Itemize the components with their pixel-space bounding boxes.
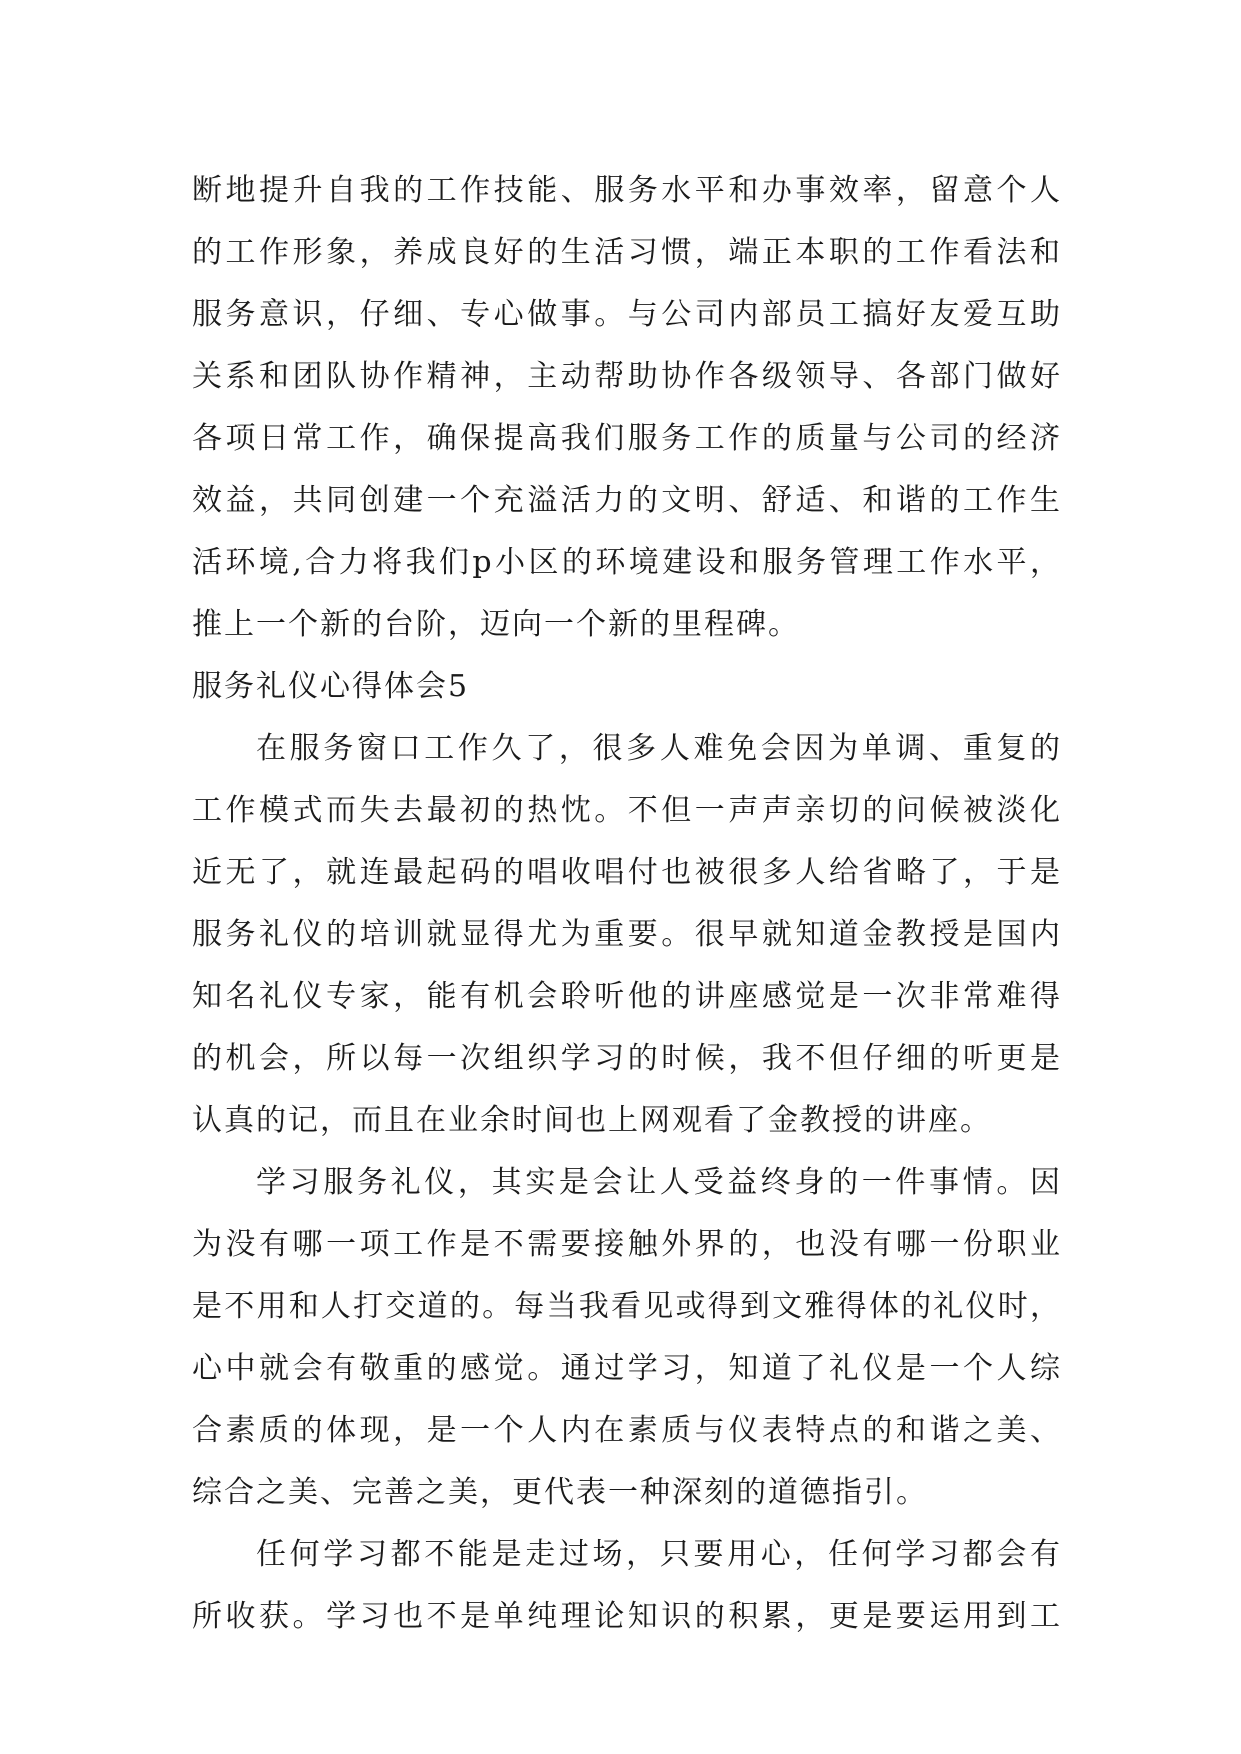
text-line: 的工作形象，养成良好的生活习惯，端正本职的工作看法和 [192,235,1062,270]
text-line: 综合之美、完善之美，更代表一种深刻的道德指引。 [192,1475,928,1510]
paragraph-3 [192,1524,1062,1648]
text-line: 所收获。学习也不是单纯理论知识的积累，更是要运用到工 [192,1599,1062,1634]
text-line: 关系和团队协作精神，主动帮助协作各级领导、各部门做好 [192,359,1062,394]
paragraph-1 [192,718,1062,1152]
text-line: 任何学习都不能是走过场，只要用心，任何学习都会有 [256,1537,1062,1572]
text-line: 服务礼仪的培训就显得尤为重要。很早就知道金教授是国内 [192,917,1062,952]
text-line: 推上一个新的台阶，迈向一个新的里程碑。 [192,607,800,642]
text-line: 心中就会有敬重的感觉。通过学习，知道了礼仪是一个人综 [192,1351,1062,1386]
section-heading: 服务礼仪心得体会5 [192,669,470,704]
text-line: 知名礼仪专家，能有机会聆听他的讲座感觉是一次非常难得 [192,979,1062,1014]
text-line: 合素质的体现，是一个人内在素质与仪表特点的和谐之美、 [192,1413,1062,1448]
text-line: 断地提升自我的工作技能、服务水平和办事效率，留意个人 [192,173,1062,208]
text-line: 工作模式而失去最初的热忱。不但一声声亲切的问候被淡化 [192,793,1062,828]
text-line: 服务意识，仔细、专心做事。与公司内部员工搞好友爱互助 [192,297,1062,332]
text-line: 是不用和人打交道的。每当我看见或得到文雅得体的礼仪时， [192,1289,1062,1324]
document-body [192,160,1062,1648]
text-line: 效益，共同创建一个充溢活力的文明、舒适、和谐的工作生 [192,483,1062,518]
text-line: 学习服务礼仪，其实是会让人受益终身的一件事情。因 [256,1165,1062,1200]
text-line: 认真的记，而且在业余时间也上网观看了金教授的讲座。 [192,1103,992,1138]
continuation-paragraph [192,160,1062,656]
paragraph-2 [192,1152,1062,1524]
text-line: 在服务窗口工作久了，很多人难免会因为单调、重复的 [256,731,1062,766]
text-line: 近无了，就连最起码的唱收唱付也被很多人给省略了，于是 [192,855,1062,890]
text-line: 各项日常工作，确保提高我们服务工作的质量与公司的经济 [192,421,1062,456]
text-line: 的机会，所以每一次组织学习的时候，我不但仔细的听更是 [192,1041,1062,1076]
text-line: 为没有哪一项工作是不需要接触外界的，也没有哪一份职业 [192,1227,1062,1262]
text-line: 活环境,合力将我们p小区的环境建设和服务管理工作水平， [192,545,1062,580]
